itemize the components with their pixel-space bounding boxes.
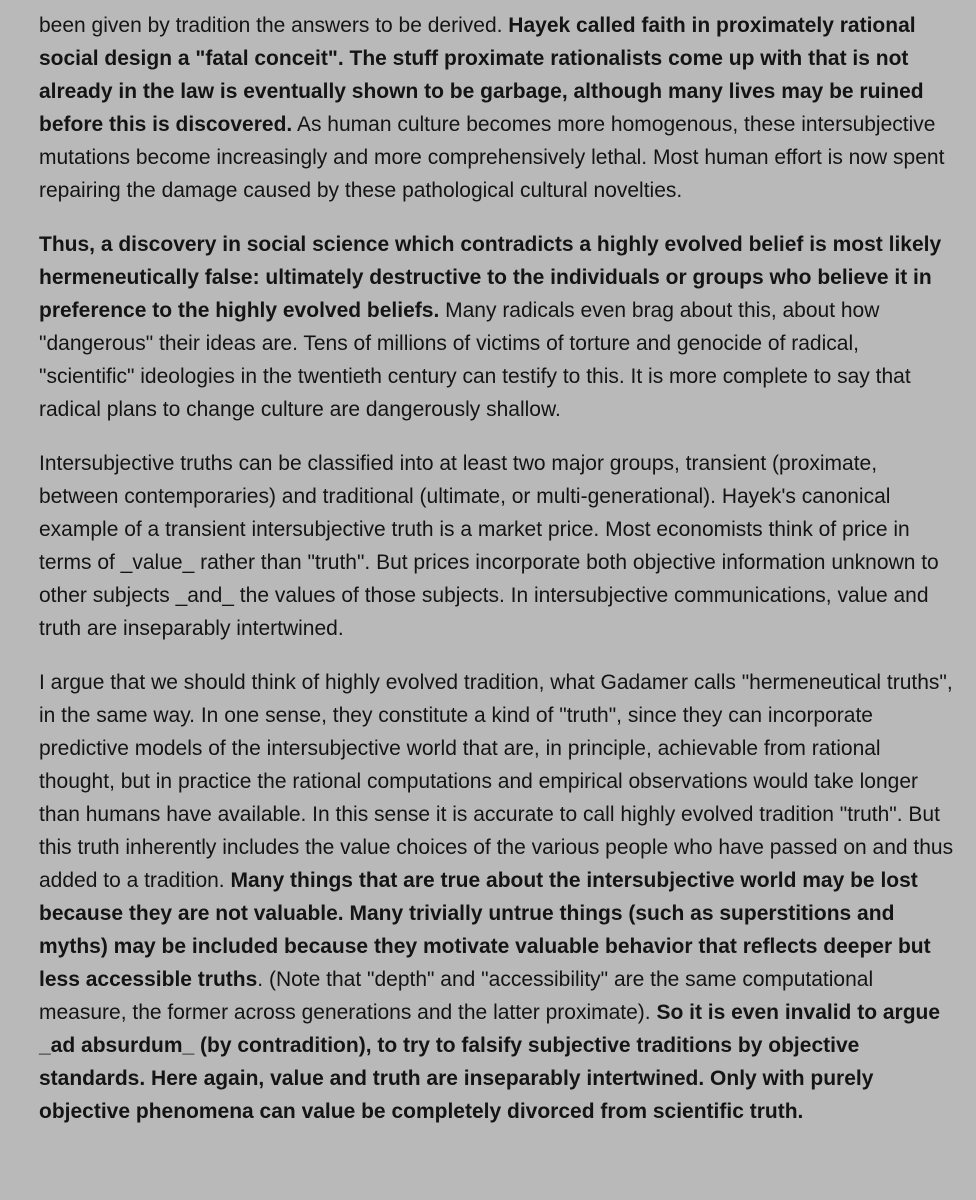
paragraph-1-bold-segment: Hayek called faith in proximately rational social design a "fatal conceit". The stuff proximate rationalists come up with that is not already in the law is eventually shown to be garbage, although many lives may be ruined before this is discovered.	[39, 14, 924, 136]
paragraph-2-segment-2: Many radicals even brag about this, about how "dangerous" their ideas are. Tens of millions of victims of torture and genocide of radical, "scientific" ideologies in the twentieth century can testify to this. It is more complete to say that radical plans to change culture are dangerously shallow.	[39, 299, 911, 421]
paragraph-4-segment-3: . (Note that "depth" and "accessibility" are the same computational measure, the former across generations and the latter proximate).	[39, 968, 874, 1024]
paragraph-4	[39, 666, 956, 1128]
paragraph-4-bold-segment-1: Many things that are true about the intersubjective world may be lost because they are not valuable. Many trivially untrue things (such as superstitions and myths) may be included because they motivate valuable behavior that reflects deeper but less accessible truths	[39, 869, 931, 991]
paragraph-2	[39, 228, 956, 426]
paragraph-1	[39, 9, 956, 207]
paragraph-2-bold-segment: Thus, a discovery in social science which contradicts a highly evolved belief is most likely hermeneutically false: ultimately destructive to the individuals or groups who believe it in preference to the highly evolved beliefs.	[39, 233, 942, 322]
paragraph-4-segment-1: I argue that we should think of highly evolved tradition, what Gadamer calls "hermeneutical truths", in the same way. In one sense, they constitute a kind of "truth", since they can incorporate predictive models of the intersubjective world that are, in principle, achievable from rational thought, but in practice the rational computations and empirical observations would take longer than humans have available. In this sense it is accurate to call highly evolved tradition "truth". But this truth inherently includes the value choices of the various people who have passed on and thus added to a tradition.	[39, 671, 954, 892]
paragraph-1-segment-1: been given by tradition the answers to be derived.	[39, 14, 509, 37]
paragraph-4-bold-segment-2: So it is even invalid to argue _ad absurdum_ (by contradition), to try to falsify subjective traditions by objective standards. Here again, value and truth are inseparably intertwined. Only with purely objective phenomena can value be completely divorced from scientific truth.	[39, 1001, 941, 1123]
paragraph-3	[39, 447, 956, 645]
paragraph-1-segment-3: As human culture becomes more homogenous, these intersubjective mutations become increasingly and more comprehensively lethal. Most human effort is now spent repairing the damage caused by these pathological cultural novelties.	[39, 113, 945, 202]
paragraph-3-text: Intersubjective truths can be classified into at least two major groups, transient (proximate, between contemporaries) and traditional (ultimate, or multi-generational). Hayek's canonical example of a transient intersubjective truth is a market price. Most economists think of price in terms of _value_ rather than "truth". But prices incorporate both objective information unknown to other subjects _and_ the values of those subjects. In intersubjective communications, value and truth are inseparably intertwined.	[39, 452, 939, 640]
